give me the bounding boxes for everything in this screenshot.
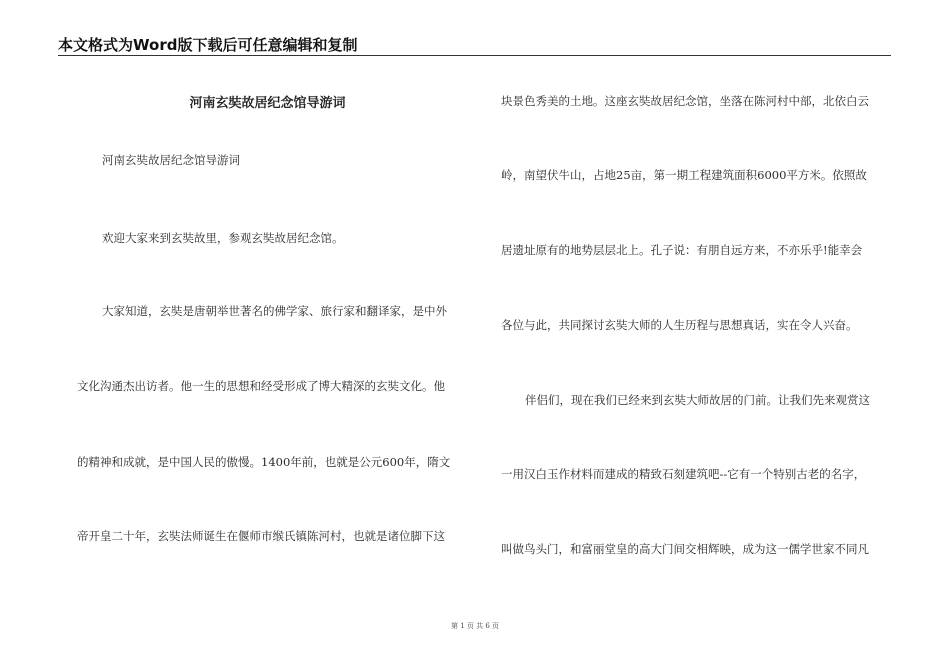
header-divider xyxy=(58,55,891,56)
paragraph-line: 帝开皇二十年，玄奘法师诞生在偃师市缑氏镇陈河村，也就是诸位脚下这 xyxy=(77,529,445,543)
paragraph-line: 块景色秀美的土地。这座玄奘故居纪念馆，坐落在陈河村中部，北依白云 xyxy=(501,94,869,108)
paragraph-line: 河南玄奘故居纪念馆导游词 xyxy=(102,153,240,167)
document-title: 河南玄奘故居纪念馆导游词 xyxy=(189,96,346,111)
paragraph-line: 一用汉白玉作材料而建成的精致石刻建筑吧--它有一个特别古老的名字， xyxy=(501,467,866,481)
page-header-text: 本文格式为Word版下载后可任意编辑和复制 xyxy=(58,36,358,54)
paragraph-line: 的精神和成就，是中国人民的傲慢。1400年前，也就是公元600年，隋文 xyxy=(77,455,451,469)
page-number: 第 1 页 共 6 页 xyxy=(450,622,500,630)
paragraph-line: 岭，南望伏牛山，占地25亩，第一期工程建筑面积6000平方米。依照故 xyxy=(501,168,867,182)
paragraph-line: 各位与此，共同探讨玄奘大师的人生历程与思想真话，实在令人兴奋。 xyxy=(501,318,858,332)
paragraph-line: 叫做鸟头门，和富丽堂皇的高大门间交相辉映，成为这一儒学世家不同凡 xyxy=(501,542,869,556)
paragraph-line: 大家知道，玄奘是唐朝举世著名的佛学家、旅行家和翻译家，是中外 xyxy=(102,304,447,318)
paragraph-line: 文化沟通杰出访者。他一生的思想和经受形成了博大精深的玄奘文化。他 xyxy=(77,379,445,393)
paragraph-line: 居遗址原有的地势层层北上。孔子说：有朋自远方来，不亦乐乎!能幸会 xyxy=(501,243,863,257)
paragraph-line: 伴侣们，现在我们已经来到玄奘大师故居的门前。让我们先来观赏这 xyxy=(525,393,870,407)
paragraph-line: 欢迎大家来到玄奘故里，参观玄奘故居纪念馆。 xyxy=(102,231,344,245)
